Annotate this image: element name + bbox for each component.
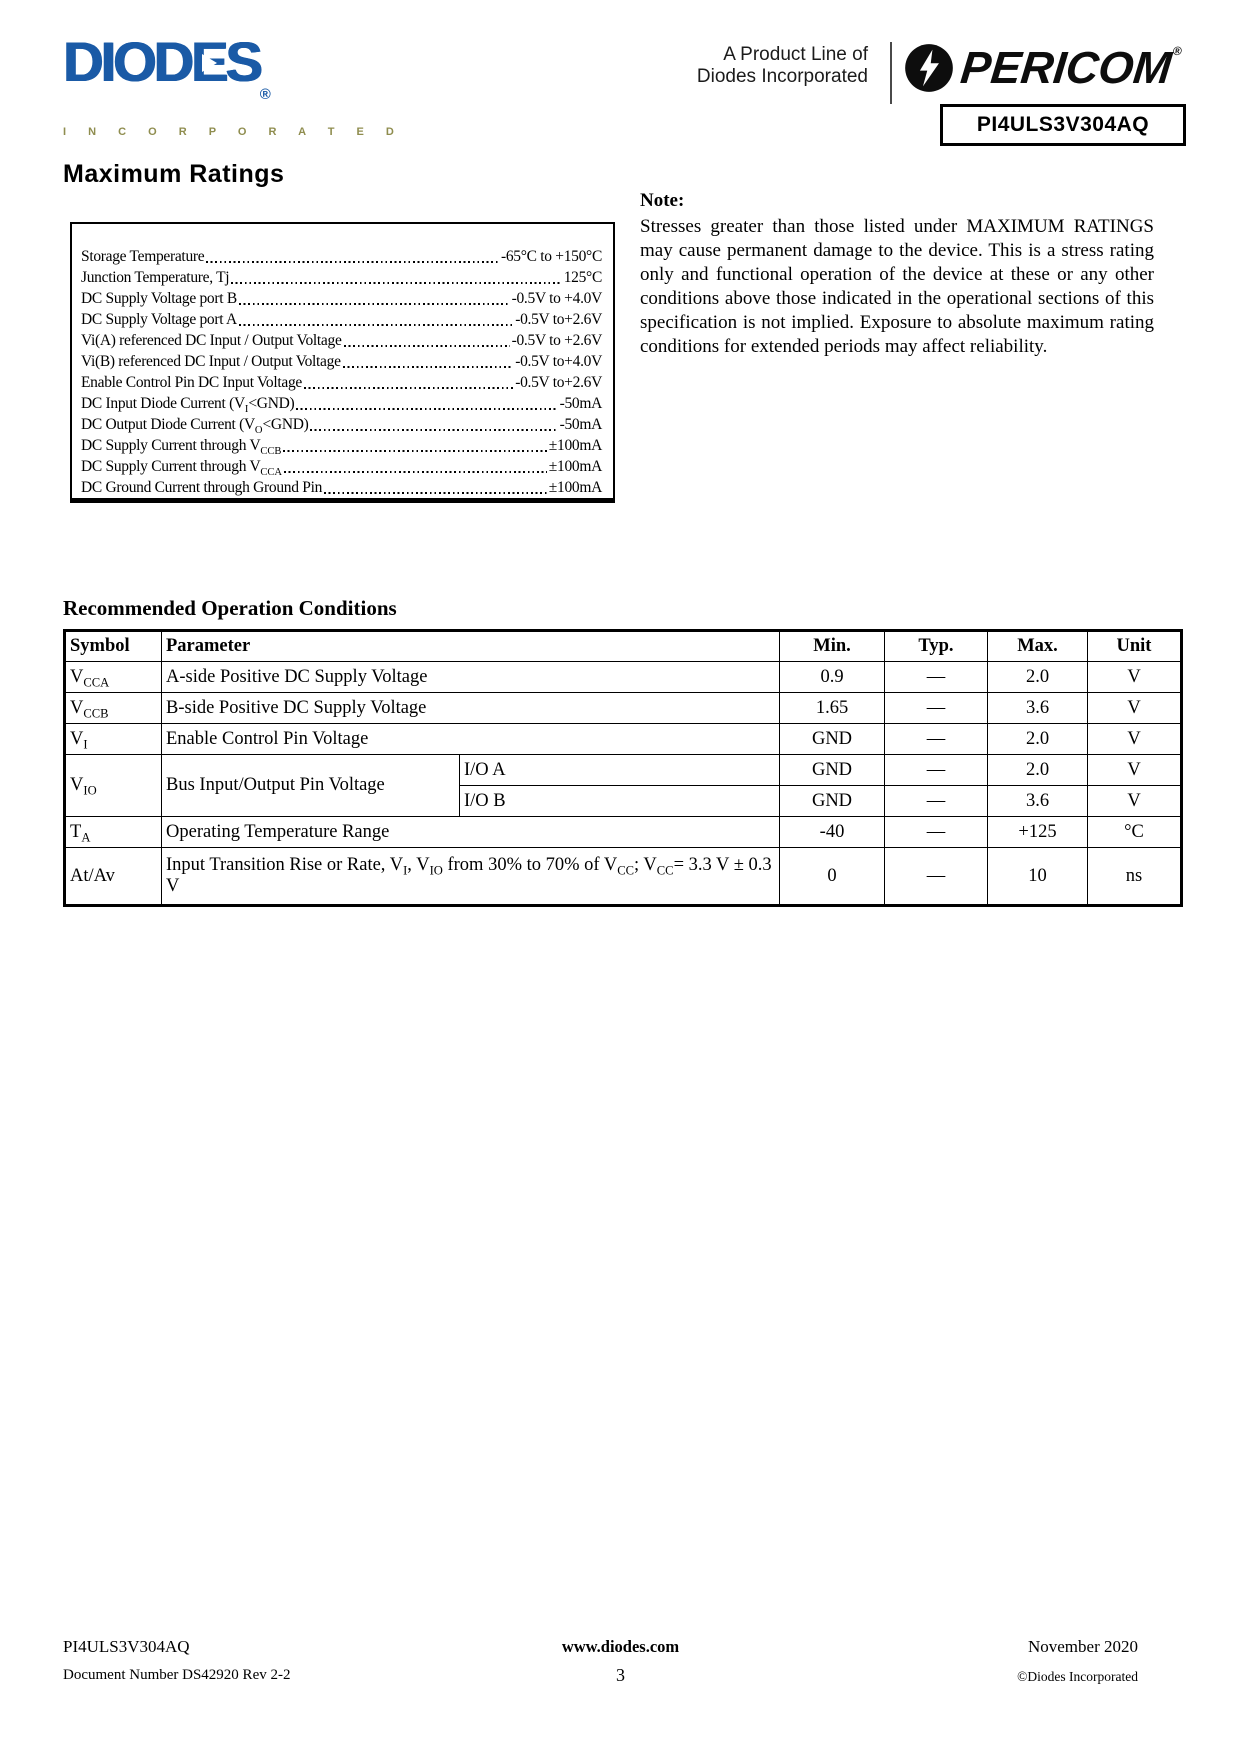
rating-row — [81, 435, 602, 456]
roc-symbol-cell: $T_A$ — [65, 817, 162, 848]
registered-mark-icon: ® — [1172, 44, 1183, 58]
leader-dots-icon — [231, 282, 561, 284]
rating-label: Vi(A) referenced DC Input / Output Voltage — [81, 332, 342, 349]
pericom-bolt-icon — [903, 42, 955, 94]
diode-arrow-icon — [202, 54, 217, 72]
roc-symbol-cell: $V_{CCB}$ — [65, 693, 162, 724]
subscript-text: I — [403, 863, 408, 878]
roc-title: Recommended Operation Conditions — [63, 596, 397, 620]
footer-doc-number: Document Number DS42920 Rev 2-2 — [63, 1667, 291, 1683]
rating-label: DC Supply Current through $V_{CCB}$ — [81, 437, 282, 458]
roc-header-row — [65, 631, 1182, 662]
roc-parameter-cell: Bus Input/Output Pin Voltage — [162, 755, 460, 817]
roc-value-cell: 0 — [780, 848, 885, 906]
leader-dots-icon — [296, 408, 557, 410]
rating-value: -0.5V to +2.6V — [511, 332, 602, 349]
roc-row — [65, 662, 1182, 693]
roc-symbol-cell: At/Av — [65, 848, 162, 906]
diodes-logo — [63, 30, 404, 138]
roc-value-cell: 1.65 — [780, 693, 885, 724]
subscript-text: CCB — [260, 446, 282, 458]
footer-copyright: ©Diodes Incorporated — [1017, 1669, 1138, 1684]
leader-dots-icon — [284, 471, 547, 473]
subscript-text: O — [254, 425, 263, 437]
subscript-text: IO — [429, 863, 443, 878]
roc-row — [65, 724, 1182, 755]
rating-row — [81, 393, 602, 414]
rating-label: Storage Temperature — [81, 248, 205, 265]
roc-row — [65, 693, 1182, 724]
roc-value-cell: °C — [1088, 817, 1182, 848]
subscript-text: CCB — [83, 706, 109, 721]
roc-value-cell: — — [885, 817, 988, 848]
col-header-max: Max. — [988, 631, 1088, 662]
col-header-parameter: Parameter — [162, 631, 780, 662]
subscript-text: IO — [83, 783, 97, 798]
rating-row — [81, 288, 602, 309]
roc-value-cell: GND — [780, 755, 885, 786]
subscript-text: A — [81, 830, 91, 845]
roc-value-cell: V — [1088, 662, 1182, 693]
roc-parameter-cell: A-side Positive DC Supply Voltage — [162, 662, 780, 693]
part-number-text: PI4ULS3V304AQ — [976, 113, 1150, 136]
roc-row — [65, 755, 1182, 786]
roc-value-cell: V — [1088, 693, 1182, 724]
footer-date: November 2020 — [1027, 1637, 1138, 1656]
registered-mark-icon: ® — [259, 86, 271, 103]
roc-value-cell: 0.9 — [780, 662, 885, 693]
diodes-incorporated-label: I N C O R P O R A T E D — [63, 126, 404, 138]
note-title: Note: — [640, 190, 685, 211]
col-header-min: Min. — [780, 631, 885, 662]
leader-dots-icon — [206, 261, 499, 263]
rating-row — [81, 351, 602, 372]
roc-value-cell: V — [1088, 724, 1182, 755]
subscript-text: CC — [656, 863, 674, 878]
rating-row — [81, 246, 602, 267]
col-header-symbol: Symbol — [65, 631, 162, 662]
roc-value-cell: ns — [1088, 848, 1182, 906]
leader-dots-icon — [239, 303, 510, 305]
subscript-text: I — [83, 737, 88, 752]
roc-value-cell: -40 — [780, 817, 885, 848]
rating-value: ±100mA — [548, 458, 602, 475]
roc-parameter-cell: Enable Control Pin Voltage — [162, 724, 780, 755]
roc-value-cell: — — [885, 693, 988, 724]
roc-parameter-cell: B-side Positive DC Supply Voltage — [162, 693, 780, 724]
rating-row — [81, 372, 602, 393]
rating-label: DC Ground Current through Ground Pin — [81, 479, 323, 496]
rating-label: Enable Control Pin DC Input Voltage — [81, 374, 302, 391]
rating-value: -0.5V to +4.0V — [511, 290, 602, 307]
col-header-unit: Unit — [1088, 631, 1182, 662]
roc-symbol-cell: $V_{CCA}$ — [65, 662, 162, 693]
pericom-logo — [903, 42, 1183, 94]
leader-dots-icon — [344, 345, 510, 347]
roc-value-cell: V — [1088, 755, 1182, 786]
rating-label: DC Supply Voltage port B — [81, 290, 237, 307]
roc-value-cell: 2.0 — [988, 662, 1088, 693]
subscript-text: I — [244, 404, 249, 416]
roc-row — [65, 817, 1182, 848]
leader-dots-icon — [343, 366, 514, 368]
rating-row — [81, 414, 602, 435]
roc-value-cell: — — [885, 755, 988, 786]
rating-value: -65°C to +150°C — [500, 248, 602, 265]
col-header-typ: Typ. — [885, 631, 988, 662]
roc-value-cell: — — [885, 724, 988, 755]
pericom-text: PERICOM — [958, 42, 1174, 93]
roc-value-cell: 2.0 — [988, 755, 1088, 786]
product-line-text — [610, 44, 868, 88]
diodes-wordmark-text: DIODES — [63, 30, 260, 93]
roc-value-cell: 2.0 — [988, 724, 1088, 755]
rating-label: DC Output Diode Current $(V_O<GND)$ — [81, 416, 309, 437]
leader-dots-icon — [283, 450, 546, 452]
roc-table-wrap — [63, 629, 1183, 907]
part-number-box — [940, 104, 1186, 146]
roc-value-cell: — — [885, 848, 988, 906]
roc-value-cell: GND — [780, 724, 885, 755]
diodes-wordmark — [63, 30, 403, 123]
roc-value-cell: V — [1088, 786, 1182, 817]
roc-value-cell: +125 — [988, 817, 1088, 848]
rating-label: DC Input Diode Current $(V_I<GND)$ — [81, 395, 295, 416]
rating-row — [81, 267, 602, 288]
product-line-line2: Diodes Incorporated — [696, 66, 868, 87]
max-ratings-box — [70, 222, 615, 503]
rating-label: Junction Temperature, Tj — [81, 269, 230, 286]
rating-row — [81, 456, 602, 477]
roc-parameter-cell: Input Transition Rise or Rate, $V_I$, $V_{IO}$ from 30% to 70% of $V_{CC}$; $V_{CC}= 3.3$ V ± 0.3 V — [162, 848, 780, 906]
subscript-text: CCA — [260, 467, 282, 479]
note-body: Stresses greater than those listed under MAXIMUM RATINGS may cause permanent damage to the device. This is a stress rating only and functional operation of the device at these or any other conditions above those indicated in the operational sections of this specification is not implied. Exposure to absolute maximum rating conditions for extended periods may affect reliability. — [640, 216, 1154, 357]
subscript-text: CC — [617, 863, 634, 878]
note-block — [640, 190, 1154, 359]
rating-value: ±100mA — [548, 479, 602, 496]
roc-value-cell: 3.6 — [988, 786, 1088, 817]
roc-value-cell: 3.6 — [988, 693, 1088, 724]
rating-value: -50mA — [559, 395, 602, 412]
rating-label: Vi(B) referenced DC Input / Output Voltage — [81, 353, 341, 370]
roc-value-cell: — — [885, 786, 988, 817]
roc-table — [63, 629, 1183, 907]
footer-website: www.diodes.com — [561, 1637, 680, 1656]
footer-page-number: 3 — [616, 1665, 625, 1685]
roc-row — [65, 848, 1182, 906]
rating-value: -50mA — [559, 416, 602, 433]
rating-label: DC Supply Current through $V_{CCA}$ — [81, 458, 282, 479]
leader-dots-icon — [310, 429, 557, 431]
subscript-text: CCA — [83, 675, 110, 690]
leader-dots-icon — [304, 387, 513, 389]
roc-value-cell: 10 — [988, 848, 1088, 906]
header-divider — [890, 42, 892, 104]
roc-parameter-cell: Operating Temperature Range — [162, 817, 780, 848]
rating-value: -0.5V to+4.0V — [515, 353, 602, 370]
rating-row — [81, 330, 602, 351]
rating-label: DC Supply Voltage port A — [81, 311, 237, 328]
rating-value: -0.5V to+2.6V — [515, 311, 602, 328]
rating-value: 125°C — [563, 269, 602, 286]
pericom-wordmark — [958, 42, 1182, 94]
product-line-line1: A Product Line of — [723, 44, 868, 65]
rating-value: ±100mA — [548, 437, 602, 454]
roc-symbol-cell: $V_I$ — [65, 724, 162, 755]
footer-part-number: PI4ULS3V304AQ — [63, 1637, 190, 1656]
rating-value: -0.5V to+2.6V — [515, 374, 602, 391]
roc-subparameter-cell: I/O A — [460, 755, 780, 786]
roc-value-cell: — — [885, 662, 988, 693]
leader-dots-icon — [324, 492, 547, 494]
rating-row — [81, 309, 602, 330]
rating-row — [81, 477, 602, 498]
max-ratings-title: Maximum Ratings — [63, 160, 285, 188]
leader-dots-icon — [239, 324, 513, 326]
roc-value-cell: GND — [780, 786, 885, 817]
roc-symbol-cell: $V_{IO}$ — [65, 755, 162, 817]
roc-subparameter-cell: I/O B — [460, 786, 780, 817]
